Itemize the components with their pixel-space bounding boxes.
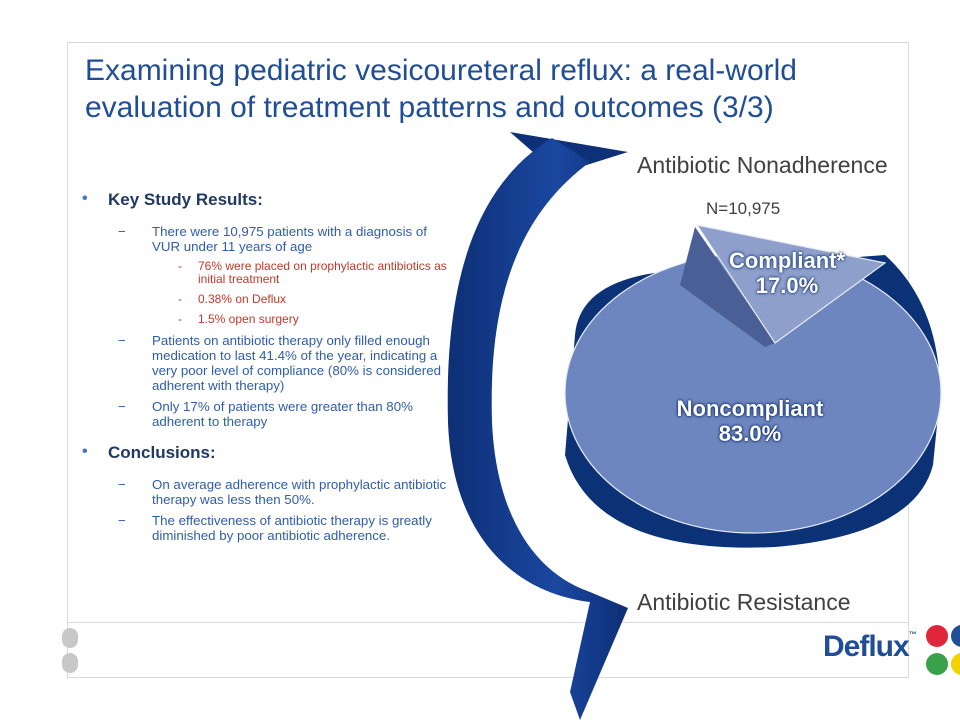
conclusions-heading: • Conclusions: [82,443,216,462]
result-item: − There were 10,975 patients with a diagnosis of VUR under 11 years of age [118,224,427,254]
side-decoration-dot [62,628,78,648]
noncompliant-value: 83.0% [718,421,782,446]
result-item: − Patients on antibiotic therapy only filled enough medication to last 41.4% of the year, indicating a very poor level of compliance (80% is considered adherent with therapy) [118,333,441,393]
pie-label-noncompliant [650,396,850,446]
results-heading: • Key Study Results: [82,190,263,209]
deflux-logo: Deflux™ [823,630,916,663]
result-subitem: - 76% were placed on prophylactic antibiotics as initial treatment [178,259,447,286]
result-subitem: - 0.38% on Deflux [178,292,287,306]
noncompliant-label: Noncompliant [676,396,824,421]
compliant-label: Compliant* [728,248,846,273]
conclusion-item: − On average adherence with prophylactic antibiotic therapy was less then 50%. [118,477,447,507]
resistance-label: Antibiotic Resistance [637,589,851,615]
brand-dot-yellow [951,653,960,675]
nonadherence-label: Antibiotic Nonadherence [637,152,888,178]
bullet-icon: • [82,190,88,207]
body-text [80,190,452,549]
result-subitem: - 1.5% open surgery [178,312,299,326]
brand-dot-red [926,625,948,647]
compliant-value: 17.0% [755,273,819,298]
bullet-icon: • [82,443,88,460]
brand-dot-green [926,653,948,675]
sample-size-label: N=10,975 [706,199,781,218]
brand-dot-blue [951,625,960,647]
brand-dots [925,624,960,676]
side-decoration-dot [62,653,78,673]
result-item: − Only 17% of patients were greater than 80% adherent to therapy [118,399,413,429]
slide-title: Examining pediatric vesicoureteral reflux: a real-world evaluation of treatment patterns and outcomes (3/3) [85,54,797,124]
conclusion-item: − The effectiveness of antibiotic therapy is greatly diminished by poor antibiotic adherence. [118,513,432,543]
pie-label-compliant [712,248,862,298]
